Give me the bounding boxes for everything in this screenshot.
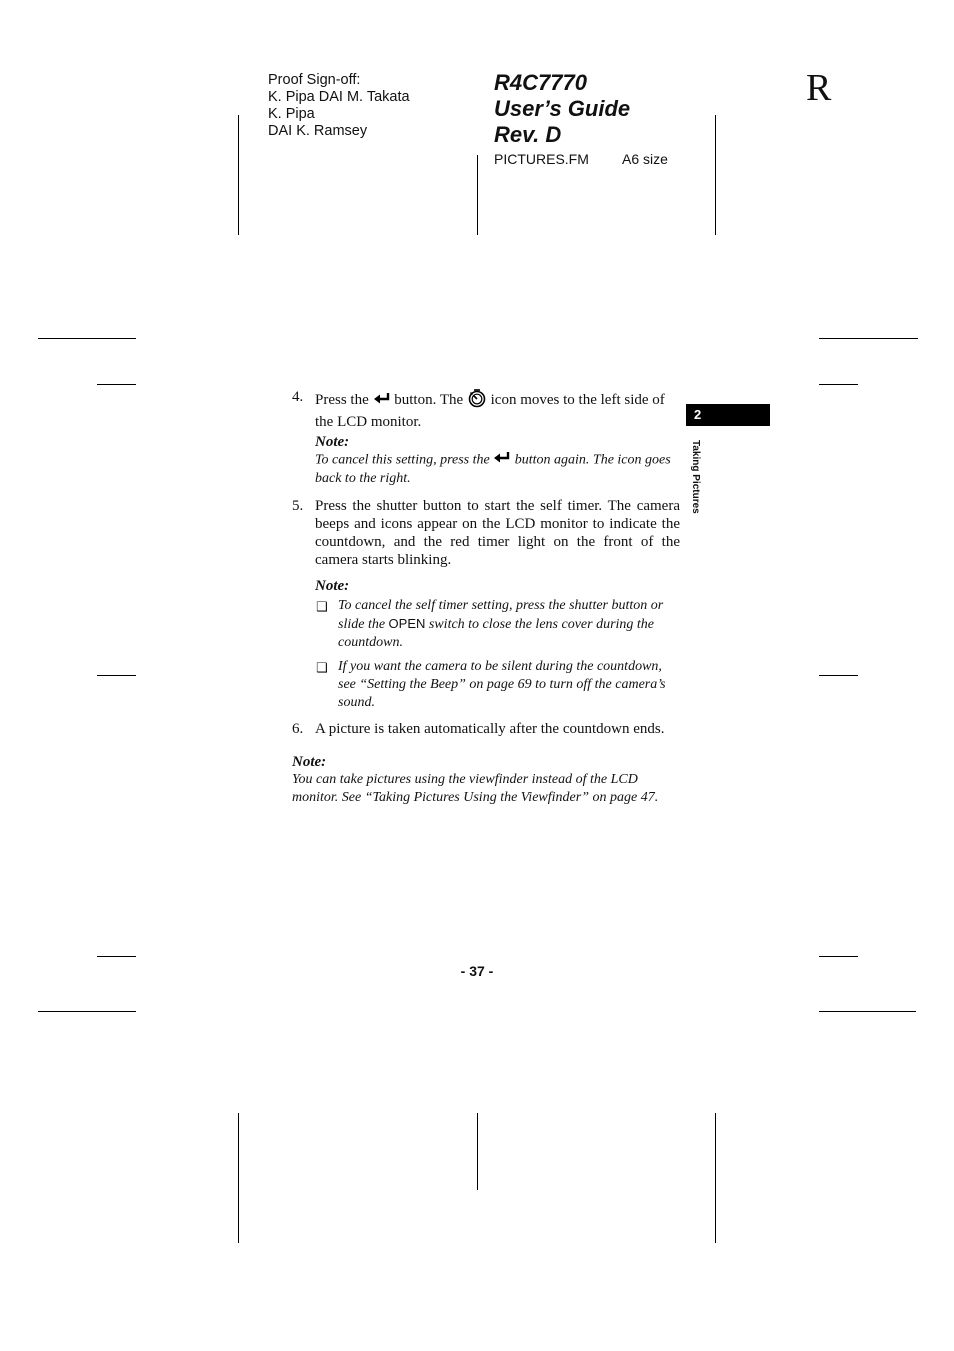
crop-mark xyxy=(819,675,858,676)
crop-mark xyxy=(97,675,136,676)
proof-line: K. Pipa DAI M. Takata xyxy=(268,89,410,105)
step-4 xyxy=(292,388,680,431)
note-label: Note: xyxy=(315,578,350,594)
chapter-side-label xyxy=(690,440,708,530)
corner-mark: R xyxy=(806,67,832,109)
crop-mark xyxy=(819,1011,916,1012)
note-label: Note: xyxy=(292,754,327,770)
page-number: - 37 - xyxy=(460,963,494,979)
crop-mark xyxy=(477,1113,478,1190)
open-switch-label: OPEN xyxy=(388,616,426,631)
step-number: 6. xyxy=(292,721,304,737)
proof-line: DAI K. Ramsey xyxy=(268,123,368,139)
note-bullet xyxy=(316,658,680,712)
self-timer-icon xyxy=(467,388,487,413)
final-note xyxy=(292,754,684,807)
crop-mark xyxy=(238,1113,239,1243)
bullet-text: To cancel the self timer setting, press the shutter button or slide the xyxy=(338,598,664,632)
step-text: Press the shutter button to start the self timer. The camera beeps and icons appear on the LCD monitor to indicate the countdown, and the red timer light on the front of the camera starts blinking. xyxy=(315,498,680,568)
note-text xyxy=(315,451,680,488)
bullet-box-icon: ❑ xyxy=(316,599,328,614)
crop-mark xyxy=(38,1011,136,1012)
crop-mark xyxy=(97,956,136,957)
bullet-box-icon: ❑ xyxy=(316,660,328,675)
file-name: PICTURES.FM xyxy=(494,151,589,167)
note-bullet xyxy=(316,597,680,652)
step-number: 5. xyxy=(292,498,304,514)
step-5-note xyxy=(315,578,680,595)
step-6 xyxy=(292,720,685,738)
proof-signoff xyxy=(268,72,410,140)
step-4-note xyxy=(315,434,680,488)
crop-mark xyxy=(477,155,478,235)
note-label: Note: xyxy=(315,434,350,450)
title-line: R4C7770 xyxy=(494,70,587,95)
paper-size: A6 size xyxy=(622,151,668,167)
proof-line: Proof Sign-off: xyxy=(268,72,361,88)
crop-mark xyxy=(715,115,716,235)
step-number: 4. xyxy=(292,389,304,405)
crop-mark xyxy=(819,384,858,385)
crop-mark xyxy=(97,384,136,385)
title-line: Rev. D xyxy=(494,122,562,147)
step-text: button. The xyxy=(394,391,464,408)
enter-arrow-icon xyxy=(373,392,391,410)
note-text-part: To cancel this setting, press the xyxy=(315,452,490,468)
chapter-number: 2 xyxy=(694,407,702,422)
crop-mark xyxy=(715,1113,716,1243)
chapter-tab xyxy=(686,404,770,426)
enter-arrow-icon xyxy=(493,451,511,470)
crop-mark xyxy=(238,115,239,235)
note-text-part: button again. The icon goes back to the right. xyxy=(315,452,671,486)
step-text: Press the xyxy=(315,391,369,408)
note-text: You can take pictures using the viewfinder instead of the LCD monitor. See “Taking Pictures Using the Viewfinder” on page 47. xyxy=(292,772,659,805)
step-5 xyxy=(292,497,680,569)
proof-line: K. Pipa xyxy=(268,106,315,122)
bullet-text: switch to close the lens cover during the countdown. xyxy=(338,617,655,650)
crop-mark xyxy=(819,338,918,339)
chapter-title: Taking Pictures xyxy=(690,440,701,514)
step-text: icon moves to the left side of the LCD monitor. xyxy=(315,391,665,430)
crop-mark xyxy=(38,338,136,339)
title-line: User’s Guide xyxy=(494,96,631,121)
step-text: A picture is taken automatically after the countdown ends. xyxy=(315,721,665,737)
crop-mark xyxy=(819,956,858,957)
bullet-text: If you want the camera to be silent during the countdown, see “Setting the Beep” on page 69 to turn off the camera’s sound. xyxy=(338,659,666,710)
document-title xyxy=(494,70,630,148)
file-info xyxy=(494,151,668,167)
